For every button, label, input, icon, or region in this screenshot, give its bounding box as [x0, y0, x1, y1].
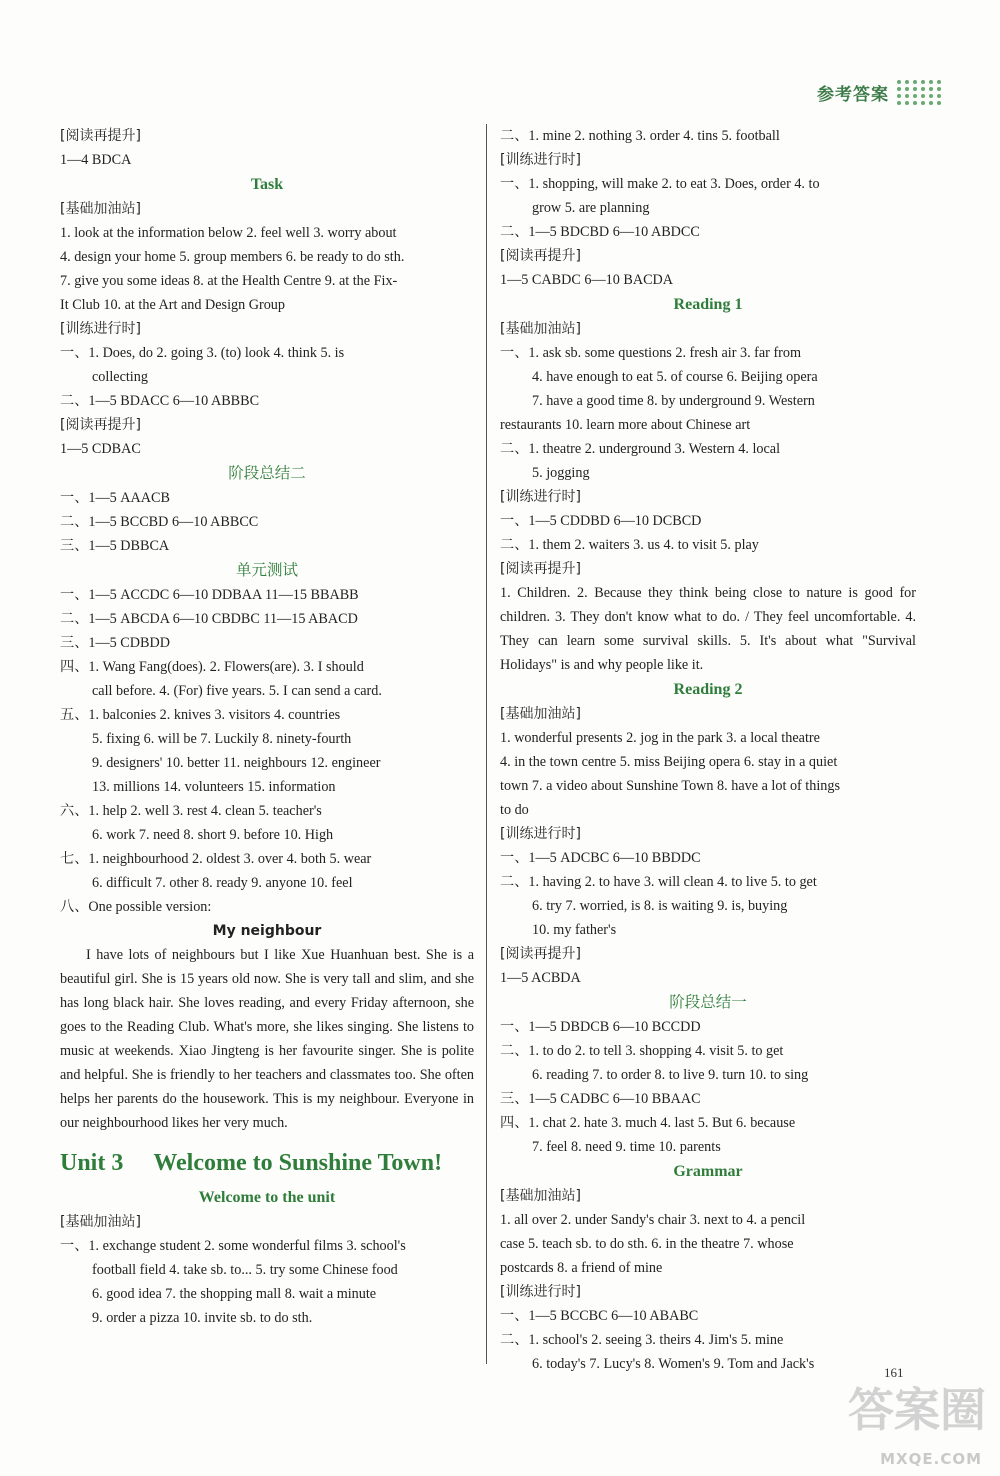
answer-paragraph: 1. Children. 2. Because they think being close to nature is good for children. 3. They don't know what to do. / They feel uncomfortable. 4. They can learn some survival skills. 5. It's about what "Survival Holidays" is and why people like it.	[500, 585, 916, 673]
answer-line: collecting	[92, 369, 148, 385]
section-tag: [训练进行时]	[500, 1284, 581, 1300]
answer-line: town 7. a video about Sunshine Town 8. have a lot of things	[500, 778, 840, 794]
header-dots-decoration	[897, 80, 942, 105]
answer-line: 7. feel 8. need 9. time 10. parents	[532, 1139, 721, 1155]
section-tag: [阅读再提升]	[500, 561, 581, 577]
answer-line: 9. order a pizza 10. invite sb. to do sth.	[92, 1310, 313, 1326]
answer-line: 一、1—5 CDDBD 6—10 DCBCD	[500, 513, 702, 529]
answer-line: 一、1—5 ADCBC 6—10 BBDDC	[500, 850, 701, 866]
answer-line: 一、1. shopping, will make 2. to eat 3. Does, order 4. to	[500, 176, 820, 192]
answer-line: 四、1. chat 2. hate 3. much 4. last 5. But 6. because	[500, 1115, 796, 1131]
top-scan-mark	[380, 0, 470, 8]
answer-line: 二、1—5 ABCDA 6—10 CBDBC 11—15 ABACD	[60, 611, 358, 627]
answer-line: 4. in the town centre 5. miss Beijing opera 6. stay in a quiet	[500, 754, 838, 770]
unit-heading	[60, 1141, 474, 1185]
answer-line: 一、1—5 DBDCB 6—10 BCCDD	[500, 1019, 701, 1035]
answer-line: call before. 4. (For) five years. 5. I can send a card.	[92, 683, 382, 699]
answer-line: 一、1—5 AAACB	[60, 490, 170, 506]
answer-line: 6. work 7. need 8. short 9. before 10. High	[92, 827, 334, 843]
answer-line: 四、1. Wang Fang(does). 2. Flowers(are). 3. I should	[60, 659, 364, 675]
answer-line: 9. designers' 10. better 11. neighbours 12. engineer	[92, 755, 381, 771]
section-tag: [阅读再提升]	[60, 128, 141, 144]
answer-line: 4. design your home 5. group members 6. be ready to do sth.	[60, 249, 405, 265]
section-heading: Reading 2	[673, 681, 743, 698]
section-tag: [阅读再提升]	[500, 248, 581, 264]
answer-line: 7. give you some ideas 8. at the Health Centre 9. at the Fix-	[60, 273, 398, 289]
watermark-logo	[840, 1382, 990, 1468]
answer-line: 六、1. help 2. well 3. rest 4. clean 5. teacher's	[60, 803, 322, 819]
section-tag: [基础加油站]	[500, 1188, 581, 1204]
section-tag: [基础加油站]	[500, 321, 581, 337]
answer-line: 5. fixing 6. will be 7. Luckily 8. ninety-fourth	[92, 731, 352, 747]
page-number: 161	[884, 1365, 904, 1380]
answer-line: 一、1. exchange student 2. some wonderful films 3. school's	[60, 1238, 406, 1254]
answer-line: 6. good idea 7. the shopping mall 8. wait a minute	[92, 1286, 377, 1302]
essay-paragraph: I have lots of neighbours but I like Xue Huanhuan best. She is a beautiful girl. She is 15 years old now. She is very tall and slim, and she has long black hair. She loves reading, and every Friday afternoon, she goes to the Reading Club. What's more, she likes singing. She listens to music at weekends. Xiao Jingteng is her favourite singer. She is polite and helpful. She is friendly to her teachers and classmates too. She often helps her parents do the housework. This is my neighbour. Everyone in our neighbourhood likes her very much.	[60, 947, 474, 1131]
section-tag: [基础加油站]	[500, 706, 581, 722]
answer-line: 1—5 CDBAC	[60, 441, 141, 457]
header-title: 参考答案	[817, 85, 889, 105]
section-heading: Grammar	[673, 1163, 743, 1180]
answer-line: 二、1—5 BDACC 6—10 ABBBC	[60, 393, 260, 409]
section-heading: 单元测试	[235, 561, 298, 579]
section-tag: [训练进行时]	[500, 489, 581, 505]
answer-line: It Club 10. at the Art and Design Group	[60, 297, 285, 313]
answer-line: 1. wonderful presents 2. jog in the park 3. a local theatre	[500, 730, 820, 746]
answer-line: 二、1. to do 2. to tell 3. shopping 4. visit 5. to get	[500, 1043, 784, 1059]
unit-title: Welcome to Sunshine Town!	[153, 1150, 443, 1176]
answer-line: 八、One possible version:	[60, 899, 212, 915]
answer-line: 6. today's 7. Lucy's 8. Women's 9. Tom and Jack's	[532, 1356, 815, 1372]
answer-line: 1—4 BDCA	[60, 152, 132, 168]
answer-line: 一、1—5 ACCDC 6—10 DDBAA 11—15 BBABB	[60, 587, 359, 603]
section-tag: [基础加油站]	[60, 201, 141, 217]
watermark-url: MXQE.COM	[880, 1450, 982, 1468]
answer-line: 4. have enough to eat 5. of course 6. Beijing opera	[532, 369, 818, 385]
answer-line: 二、1—5 BDCBD 6—10 ABDCC	[500, 224, 700, 240]
answer-line: 6. difficult 7. other 8. ready 9. anyone 10. feel	[92, 875, 353, 891]
answer-line: 10. my father's	[532, 922, 617, 938]
answer-line: 七、1. neighbourhood 2. oldest 3. over 4. both 5. wear	[60, 851, 372, 867]
section-tag: [阅读再提升]	[60, 417, 141, 433]
answer-line: to do	[500, 802, 529, 818]
answer-line: restaurants 10. learn more about Chinese art	[500, 417, 751, 433]
watermark-main-text: 答案圈	[848, 1383, 986, 1437]
answer-line: 7. have a good time 8. by underground 9. Western	[532, 393, 815, 409]
answer-line: 二、1—5 BCCBD 6—10 ABBCC	[60, 514, 259, 530]
section-heading: 阶段总结一	[669, 993, 747, 1011]
section-heading: Task	[250, 176, 284, 193]
answer-line: 13. millions 14. volunteers 15. information	[92, 779, 336, 795]
answer-line: 1—5 CABDC 6—10 BACDA	[500, 272, 674, 288]
section-tag: [训练进行时]	[500, 826, 581, 842]
answer-line: 6. reading 7. to order 8. to live 9. turn 10. to sing	[532, 1067, 809, 1083]
answer-line: 一、1. Does, do 2. going 3. (to) look 4. think 5. is	[60, 345, 345, 361]
essay-title: My neighbour	[212, 923, 322, 939]
answer-line: postcards 8. a friend of mine	[500, 1260, 663, 1276]
section-tag: [阅读再提升]	[500, 946, 581, 962]
page-header	[817, 80, 942, 105]
answer-line: grow 5. are planning	[532, 200, 650, 216]
section-heading: 阶段总结二	[228, 464, 306, 482]
answer-line: 6. try 7. worried, is 8. is waiting 9. is, buying	[532, 898, 788, 914]
answer-line: 三、1—5 CADBC 6—10 BBAAC	[500, 1091, 701, 1107]
answer-line: 5. jogging	[532, 465, 590, 481]
answer-line: 二、1. school's 2. seeing 3. theirs 4. Jim's 5. mine	[500, 1332, 784, 1348]
answer-line: football field 4. take sb. to... 5. try some Chinese food	[92, 1262, 398, 1278]
answer-line: 二、1. them 2. waiters 3. us 4. to visit 5. play	[500, 537, 759, 553]
right-column	[500, 124, 916, 1376]
unit-number: Unit 3	[60, 1150, 124, 1176]
answer-line: 三、1—5 DBBCA	[60, 538, 170, 554]
answer-line: 1. all over 2. under Sandy's chair 3. next to 4. a pencil	[500, 1212, 806, 1228]
answer-line: 1—5 ACBDA	[500, 970, 581, 986]
column-divider	[486, 124, 487, 1364]
section-heading: Welcome to the unit	[198, 1189, 336, 1206]
answer-line: 二、1. theatre 2. underground 3. Western 4. local	[500, 441, 781, 457]
section-tag: [训练进行时]	[500, 152, 581, 168]
answer-line: 五、1. balconies 2. knives 3. visitors 4. countries	[60, 707, 341, 723]
section-tag: [训练进行时]	[60, 321, 141, 337]
answer-line: case 5. teach sb. to do sth. 6. in the theatre 7. whose	[500, 1236, 794, 1252]
answer-line: 二、1. mine 2. nothing 3. order 4. tins 5. football	[500, 128, 780, 144]
left-column	[60, 124, 474, 1330]
section-heading: Reading 1	[673, 296, 743, 313]
answer-line: 一、1. ask sb. some questions 2. fresh air 3. far from	[500, 345, 802, 361]
answer-line: 1. look at the information below 2. feel well 3. worry about	[60, 225, 397, 241]
section-tag: [基础加油站]	[60, 1214, 141, 1230]
answer-line: 一、1—5 BCCBC 6—10 ABABC	[500, 1308, 699, 1324]
answer-line: 三、1—5 CDBDD	[60, 635, 170, 651]
answer-line: 二、1. having 2. to have 3. will clean 4. to live 5. to get	[500, 874, 817, 890]
